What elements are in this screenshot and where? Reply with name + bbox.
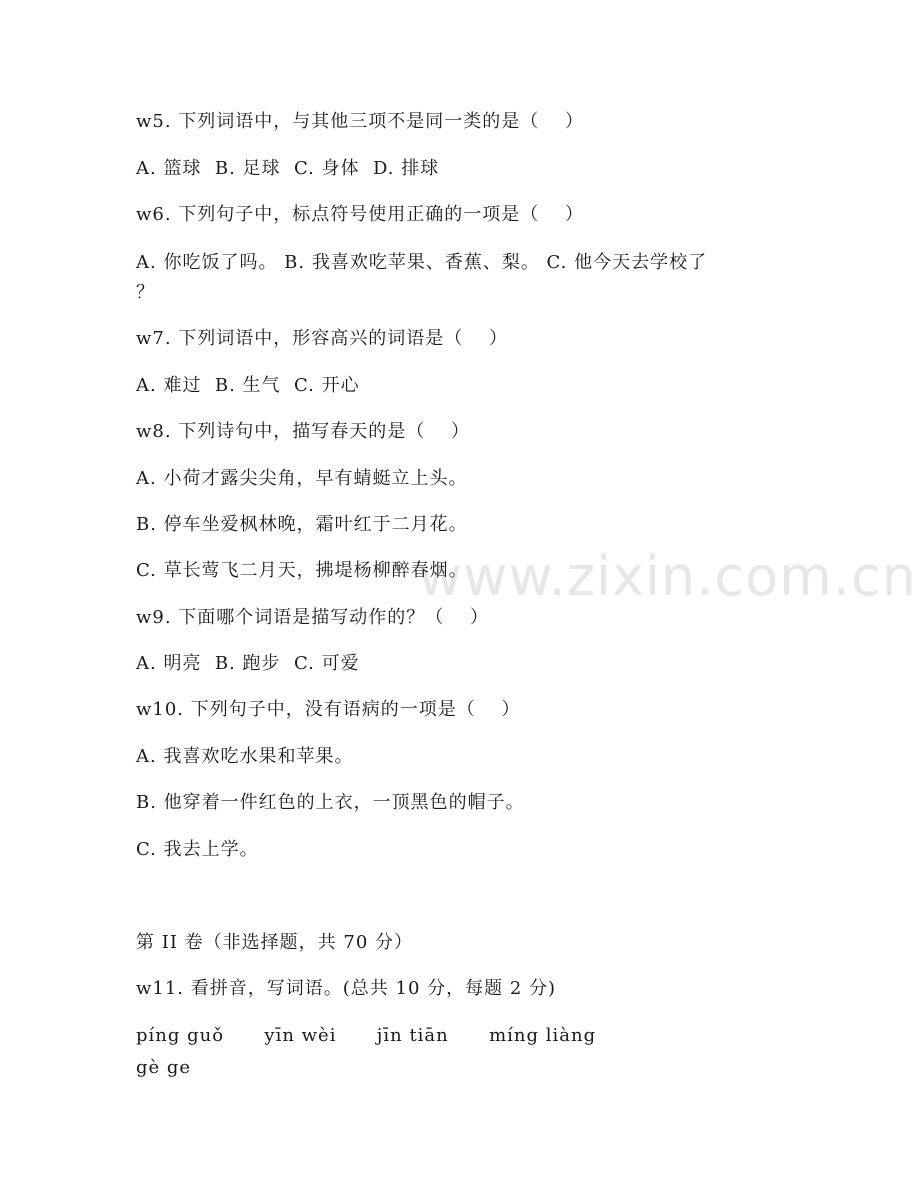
- question-9-options: A. 明亮 B. 跑步 C. 可爱: [136, 653, 360, 674]
- question-10-stem: w10. 下列句子中，没有语病的一项是（ ）: [136, 699, 521, 720]
- question-5-stem: w5. 下列词语中，与其他三项不是同一类的是（ ）: [136, 111, 585, 132]
- question-6-options-line1: A. 你吃饭了吗。 B. 我喜欢吃苹果、香蕉、梨。 C. 他今天去学校了: [136, 252, 708, 273]
- question-8-option-c: C. 草长莺飞二月天，拂堤杨柳醉春烟。: [136, 560, 468, 581]
- question-8-option-a: A. 小荷才露尖尖角，早有蜻蜓立上头。: [136, 468, 468, 489]
- question-11-stem: w11. 看拼音，写词语。(总共 10 分，每题 2 分): [136, 978, 557, 999]
- question-11-pinyin-line2: gè ge: [136, 1057, 192, 1078]
- question-10-option-a: A. 我喜欢吃水果和苹果。: [136, 746, 354, 767]
- question-5-options: A. 篮球 B. 足球 C. 身体 D. 排球: [136, 158, 440, 179]
- section-2-title: 第 II 卷（非选择题，共 70 分）: [136, 932, 414, 953]
- question-10-option-b: B. 他穿着一件红色的上衣，一顶黑色的帽子。: [136, 792, 525, 813]
- question-9-stem: w9. 下面哪个词语是描写动作的？（ ）: [136, 607, 490, 628]
- question-6-stem: w6. 下列句子中，标点符号使用正确的一项是（ ）: [136, 204, 585, 225]
- question-7-options: A. 难过 B. 生气 C. 开心: [136, 375, 360, 396]
- question-11-pinyin-line1: píng guǒ yīn wèi jīn tiān míng liàng: [136, 1025, 597, 1046]
- question-8-option-b: B. 停车坐爱枫林晚，霜叶红于二月花。: [136, 514, 468, 535]
- question-7-stem: w7. 下列词语中，形容高兴的词语是（ ）: [136, 328, 509, 349]
- question-6-options-line2: ？: [136, 282, 155, 303]
- question-8-stem: w8. 下列诗句中，描写春天的是（ ）: [136, 421, 471, 442]
- watermark: www.zixin.com.cn: [418, 545, 917, 608]
- question-10-option-c: C. 我去上学。: [136, 839, 259, 860]
